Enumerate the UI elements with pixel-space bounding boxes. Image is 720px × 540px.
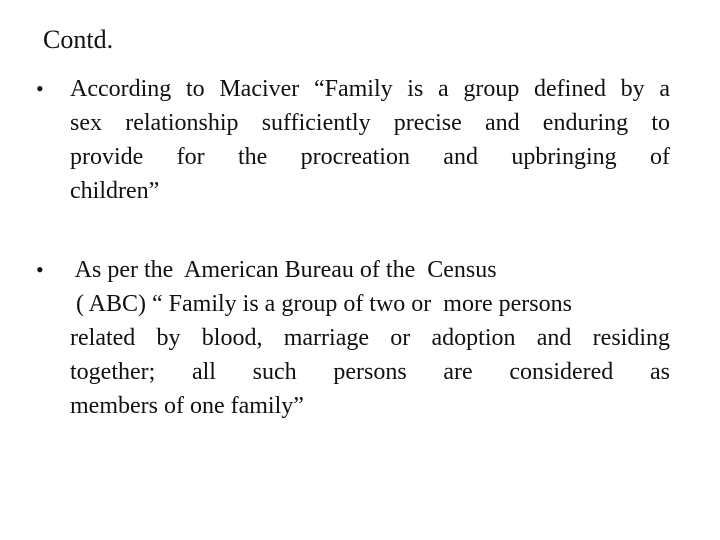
text-line: provide for the procreation and upbringing of — [70, 144, 670, 170]
text-line: sex relationship sufficiently precise and enduring to — [70, 110, 670, 136]
text-line: ( ABC) “ Family is a group of two or more persons — [70, 291, 572, 317]
text-line: children” — [70, 178, 160, 204]
text-line: related by blood, marriage or adoption and residing — [70, 325, 670, 351]
slide-title: Contd. — [43, 25, 114, 54]
text-line: members of one family” — [70, 393, 304, 419]
bullet-text — [70, 253, 670, 423]
text-line: As per the American Bureau of the Census — [70, 257, 497, 283]
text-line: According to Maciver “Family is a group defined by a — [70, 76, 670, 102]
bullet-item-maciver-definition — [36, 72, 670, 208]
text-line: together; all such persons are considered as — [70, 359, 670, 385]
bullet-text — [70, 72, 670, 208]
bullet-icon: • — [36, 257, 44, 282]
bullet-item-census-definition — [36, 253, 670, 423]
bullet-icon: • — [36, 76, 44, 101]
